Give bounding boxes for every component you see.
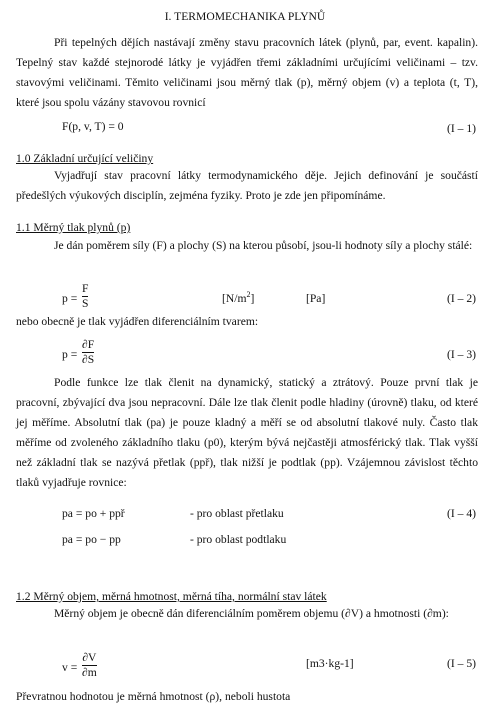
section-1-1-text: Je dán poměrem síly (F) a plochy (S) na kterou působí, jsou-li hodnoty síly a plochy stálé:: [54, 239, 473, 252]
equation-2-numerator: F: [82, 282, 89, 295]
equation-4: pa = po + ppř: [62, 507, 125, 520]
unit-base: [N/m: [222, 292, 247, 305]
equation-2-fraction: [82, 283, 88, 310]
equation-3-lhs: p =: [62, 348, 78, 361]
equation-5-denominator: ∂m: [82, 666, 97, 679]
section-heading-1-0: 1.0 Základní určující veličiny: [16, 152, 154, 165]
equation-2-unit-1: [222, 290, 254, 307]
equation-3-denominator: ∂S: [82, 353, 95, 366]
equation-5-numerator: ∂V: [82, 651, 97, 664]
section-1-1-text-3: Podle funkce lze tlak členit na dynamický, statický a ztrátový. Pouze první tlak je pracovní, zbývající dva jsou nepracovní. Dále lze tlak členit podle hladiny (úrovně) tlaku, od které jej měříme. Absolutní tlak (pa) je pouze kladný a měří se od absolutní tlakové nuly. Často tlak měříme od zvoleného základního tlaku (p0), kterým bývá nejčastěji atmosférický tlak. Tlak vyšší než základní tlak se nazývá přetlak (ppř), tlak nižší je podtlak (pp). Vzájemnou závislost těchto tlaků vyjadřuje rovnice:: [16, 376, 478, 489]
section-1-2-text-2: Převratnou hodnotou je měrná hmotnost (ρ), neboli hustota: [16, 690, 291, 703]
unit-close: ]: [250, 292, 255, 305]
equation-3-numerator: ∂F: [82, 338, 95, 351]
unit-exponent: 2: [246, 290, 251, 300]
equation-4b-note: - pro oblast podtlaku: [190, 533, 287, 546]
equation-3-fraction: [82, 339, 94, 366]
section-1-1-text-2: nebo obecně je tlak vyjádřen diferenciálním tvarem:: [16, 315, 259, 328]
intro-paragraph: Při tepelných dějích nastávají změny stavu pracovních látek (plynů, par, event. kapalin). Tepelný stav každé stejnorodé látky je vyjádřen třemi základními určujícími veličinami – tzv. stavovými veličinami. Těmito veličinami jsou měrný tlak (p), měrný objem (v) a teplota (t, T), které jsou spolu vázány stavovou rovnicí: [16, 36, 478, 109]
section-heading-1-1: 1.1 Měrný tlak plynů (p): [16, 221, 131, 234]
section-1-0-text: Vyjadřují stav pracovní látky termodynamického děje. Jejich definování je součástí předešlých výukových disciplín, zejména fyziky. Proto je zde jen připomínáme.: [16, 169, 478, 202]
equation-3-number: (I – 3): [447, 348, 476, 361]
equation-4-note: - pro oblast přetlaku: [190, 507, 284, 520]
equation-2-denominator: S: [82, 297, 89, 310]
equation-5-unit: [m3·kg-1]: [306, 657, 354, 670]
section-1-2-text: Měrný objem je obecně dán diferenciálním poměrem objemu (∂V) a hmotnosti (∂m):: [54, 607, 449, 620]
equation-4b: pa = po − pp: [62, 533, 121, 546]
equation-2-number: (I – 2): [447, 292, 476, 305]
equation-2-lhs: p =: [62, 292, 78, 305]
equation-5-lhs: v =: [62, 661, 78, 674]
equation-4-number: (I – 4): [447, 507, 476, 520]
equation-1: F(p, v, T) = 0: [62, 120, 124, 133]
equation-1-number: (I – 1): [447, 122, 476, 135]
equation-5-fraction: [82, 652, 97, 679]
equation-2-unit-2: [Pa]: [306, 292, 326, 305]
section-heading-1-2: 1.2 Měrný objem, měrná hmotnost, měrná tíha, normální stav látek: [16, 590, 327, 603]
equation-5-number: (I – 5): [447, 657, 476, 670]
page-title: I. TERMOMECHANIKA PLYNŮ: [164, 10, 326, 23]
